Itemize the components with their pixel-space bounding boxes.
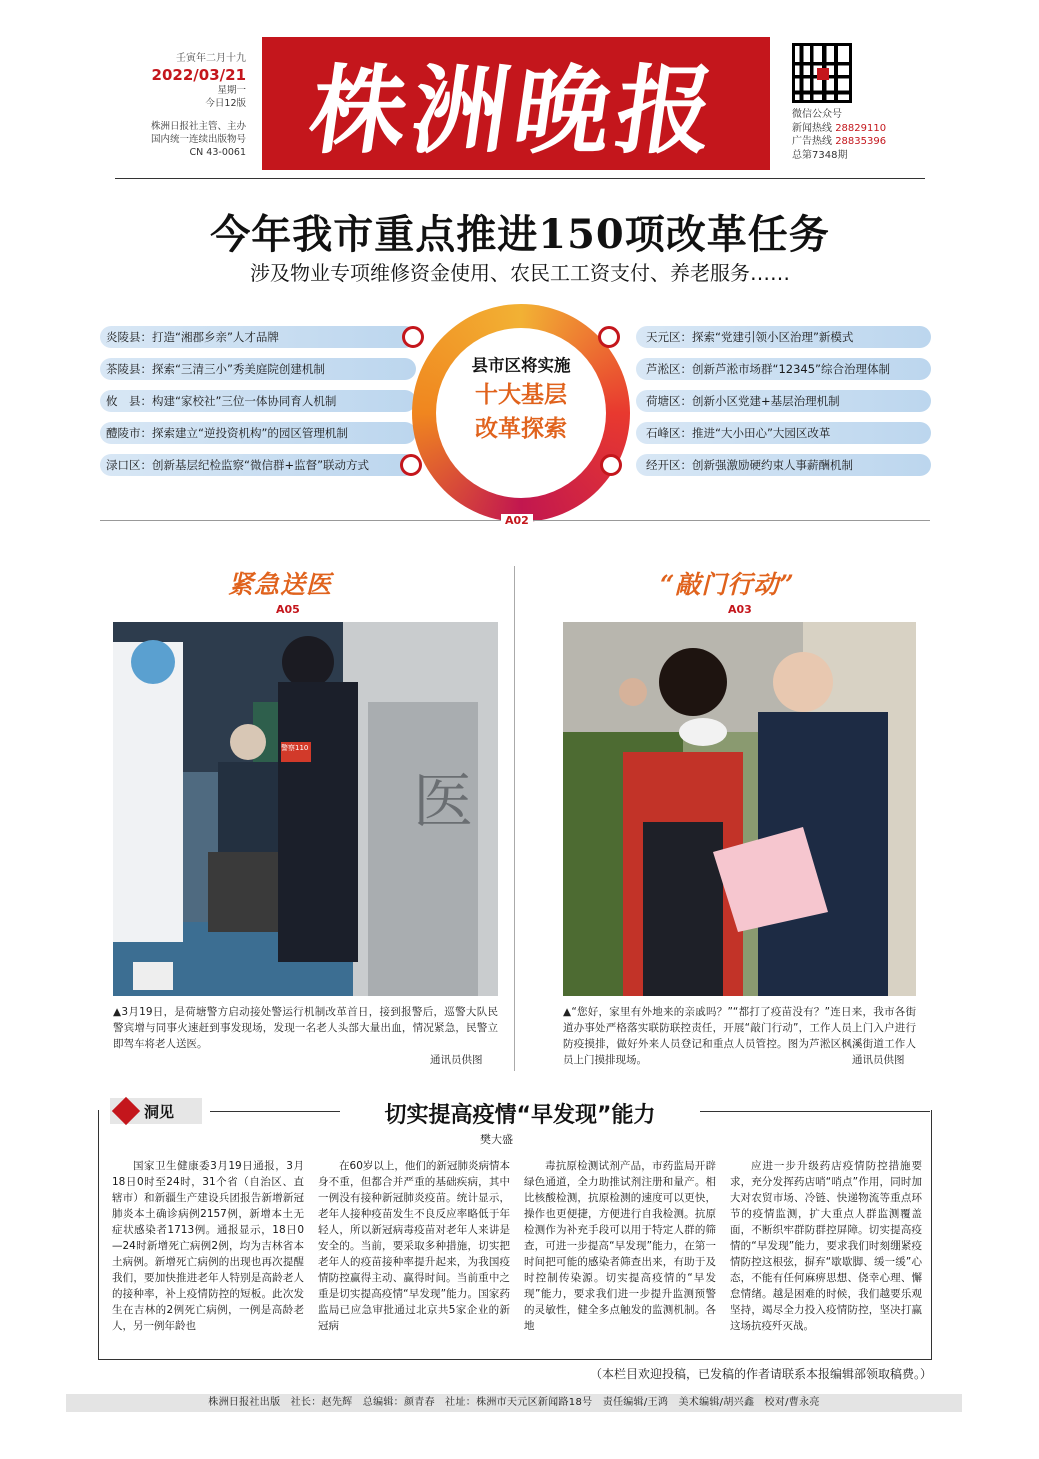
reform-item-right: 经开区：创新强激励硬约束人事薪酬机制 bbox=[636, 454, 931, 476]
badge-line-2: 十大基层 bbox=[475, 382, 567, 408]
column-tag-label: 洞见 bbox=[144, 1103, 175, 1121]
badge-line-1: 县市区将实施 bbox=[471, 356, 571, 375]
photo-right-credit: 通讯员供图 bbox=[852, 1054, 905, 1066]
badge-line-3: 改革探索 bbox=[475, 416, 567, 442]
issue-total: 总第7348期 bbox=[792, 149, 848, 161]
bullet-dot-icon bbox=[598, 326, 620, 348]
page-footer: 株洲日报社出版 社长：赵先辉 总编辑：颜青春 社址：株洲市天元区新闻路18号 责任编辑/王鸿 美术编辑/胡兴鑫 校对/曹永亮 bbox=[66, 1394, 962, 1412]
commentary-column: 毒抗原检测试剂产品，市药监局开辟绿色通道，全力助推试剂注册和量产。相比核酸检测，抗原检测的速度可以更快，操作也更便捷，方便进行自我检测。抗原检测作为补充手段可以用于特定人群的筛查，可进一步提高“早发现”能力，在第一时间把可能的感染者筛查出来，有助于及时控制传染源。切实提高疫情的“早发现”能力，要求我们进一步提升监测预警的灵敏性，健全多点触发的监测机制。各地 bbox=[524, 1160, 716, 1332]
photo-left-page-ref[interactable]: A05 bbox=[276, 603, 300, 616]
reform-item-right: 天元区：探索“党建引领小区治理”新模式 bbox=[636, 326, 931, 348]
photo-left-title[interactable]: 紧急送医 bbox=[228, 570, 333, 599]
reform-item-left: 渌口区：创新基层纪检监察“微信群+监督”联动方式 bbox=[100, 454, 416, 476]
diamond-icon bbox=[112, 1097, 140, 1125]
commentary-column: 国家卫生健康委3月19日通报，3月18日0时至24时，31个省（自治区、直辖市）和新疆生产建设兵团报告新增新冠肺炎本土确诊病例2157例，新增本土无症状感染者1713例。通报显示，18日0—24时新增死亡病例2例，均为吉林省本土病例。新增死亡病例的出现也再次提醒我们，要加快推进老年人特别是高龄老人的接种率，补上疫情防控的短板。此次发生在吉林的2例死亡病例，一例是高龄老人，另一例年龄也 bbox=[112, 1160, 304, 1332]
wechat-label: 微信公众号 bbox=[792, 109, 842, 120]
edition-count: 今日12版 bbox=[205, 98, 246, 109]
photo-left-credit: 通讯员供图 bbox=[430, 1054, 483, 1066]
lead-headline[interactable]: 今年我市重点推进150项改革任务 bbox=[210, 211, 830, 258]
reform-item-left: 醴陵市：探索建立“逆投资机构”的园区管理机制 bbox=[100, 422, 416, 444]
masthead-logo bbox=[262, 37, 770, 170]
paper-name: 株洲晚报 bbox=[303, 54, 727, 167]
bullet-dot-icon bbox=[402, 326, 424, 348]
date-block bbox=[118, 52, 246, 159]
ad-hotline-label: 广告热线 bbox=[792, 136, 832, 147]
masthead-divider bbox=[115, 178, 925, 179]
commentary-column: 应进一步升级药店疫情防控措施要求，充分发挥药店哨“哨点”作用，同时加大对农贸市场、冷链、快递物流等重点环节的疫情监测，扩大重点人群监测覆盖面，不断织牢群防群控屏障。切实提高疫情的“早发现”能力，要求我们时刻绷紧疫情防控这根弦，摒弃“歇歇脚、缓一缓”心态，不能有任何麻痹思想、侥幸心理、懈怠情绪。越是困难的时候，我们越要乐观坚持，竭尽全力投入疫情防控，坚决打赢这场抗疫歼灭战。 bbox=[730, 1160, 922, 1332]
commentary-author: 樊大盛 bbox=[480, 1133, 513, 1146]
photo-right-title[interactable]: “敲门行动” bbox=[660, 570, 795, 599]
issue-date: 2022/03/21 bbox=[151, 66, 246, 84]
reform-item-left: 炎陵县：打造“湘郡乡亲”人才品牌 bbox=[100, 326, 416, 348]
commentary-body bbox=[112, 1158, 922, 1334]
reform-item-left: 攸 县：构建“家校社”三位一体协同育人机制 bbox=[100, 390, 416, 412]
photo-left bbox=[113, 622, 498, 996]
publisher-line-1: 株洲日报社主管、主办 bbox=[150, 121, 246, 132]
photo-right bbox=[563, 622, 916, 996]
reform-item-right: 石峰区：推进“大小田心”大园区改革 bbox=[636, 422, 931, 444]
ad-hotline: 28835396 bbox=[835, 136, 887, 147]
lunar-date: 壬寅年二月十九 bbox=[176, 53, 246, 64]
column-divider bbox=[514, 566, 515, 1071]
cn-number: CN 43-0061 bbox=[189, 147, 246, 158]
reform-item-right: 芦淞区：创新芦淞市场群“12345”综合治理体制 bbox=[636, 358, 931, 380]
photo-left-caption: ▲3月19日，是荷塘警方启动接处警运行机制改革首日，接到报警后，巡警大队民警宾增与同事火速赶到事发现场，发现一名老人头部大量出血，情况紧急，民警立即驾车将老人送医。 bbox=[113, 1006, 498, 1050]
page-ref[interactable]: A02 bbox=[501, 514, 533, 527]
svg-text:医: 医 bbox=[413, 767, 473, 837]
submission-note: （本栏目欢迎投稿，已发稿的作者请联系本报编辑部领取稿费。） bbox=[589, 1367, 932, 1381]
qr-code-icon bbox=[792, 43, 852, 103]
hotline-block bbox=[792, 108, 932, 162]
lead-subhead: 涉及物业专项维修资金使用、农民工工资支付、养老服务…… bbox=[250, 261, 790, 285]
publisher-line-2: 国内统一连续出版物号 bbox=[150, 134, 246, 145]
photo-right-page-ref[interactable]: A03 bbox=[728, 603, 752, 616]
news-hotline: 28829110 bbox=[835, 122, 887, 134]
police-badge-text: 警察110 bbox=[281, 744, 309, 752]
column-tag bbox=[110, 1098, 202, 1124]
news-hotline-label: 新闻热线 bbox=[792, 122, 832, 134]
bullet-dot-icon bbox=[600, 454, 622, 476]
photo-right-caption: ▲“您好，家里有外地来的亲戚吗？”“都打了疫苗没有？”连日来，我市各街道办事处严格落实联防联控责任，开展“敲门行动”，工作人员上门入户进行防疫摸排，做好外来人员登记和重点人员管控。图为芦淞区枫溪街道工作人员上门摸排现场。 bbox=[563, 1006, 916, 1066]
reform-item-right: 荷塘区：创新小区党建+基层治理机制 bbox=[636, 390, 931, 412]
reform-item-left: 茶陵县：探索“三清三小”秀美庭院创建机制 bbox=[100, 358, 416, 380]
commentary-column: 在60岁以上，他们的新冠肺炎病情本身不重，但都合并严重的基础疾病，其中一例没有接种新冠肺炎疫苗。统计显示，老年人接种疫苗发生不良反应率略低于年轻人，所以新冠病毒疫苗对老年人来讲是安全的。当前，要采取多种措施，切实把老年人的疫苗接种率提升起来，为我国疫情防控赢得主动、赢得时间。当前重中之重是切实提高疫情“早发现”能力。国家药监局已应急审批通过北京共5家企业的新冠病 bbox=[318, 1160, 510, 1332]
commentary-title[interactable]: 切实提高疫情“早发现”能力 bbox=[340, 1098, 700, 1129]
reform-badge bbox=[436, 328, 606, 498]
bullet-dot-icon bbox=[400, 454, 422, 476]
weekday: 星期一 bbox=[217, 85, 246, 96]
